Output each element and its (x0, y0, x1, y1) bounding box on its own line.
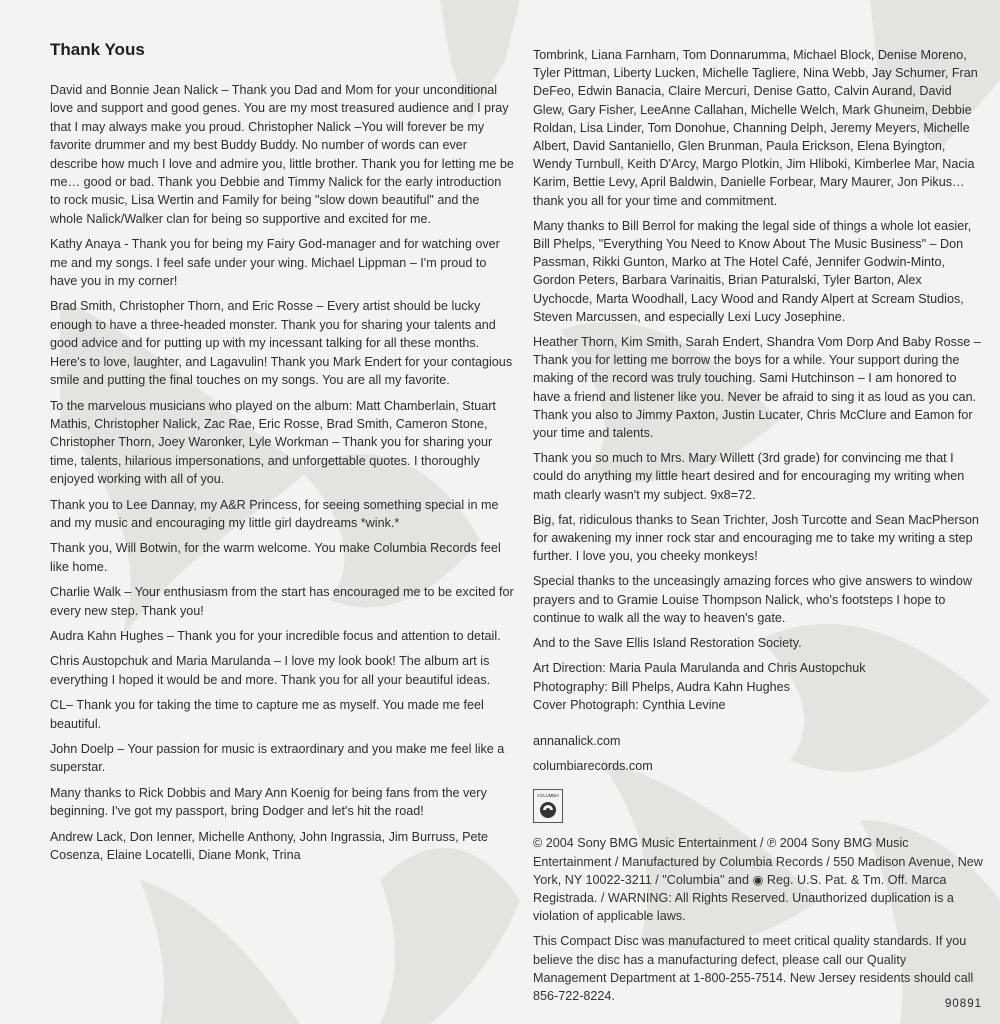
copyright-notice: © 2004 Sony BMG Music Entertainment / ℗ 2004 Sony BMG Music Entertainment / Manufactured by Columbia Records / 550 Madison Avenue, New York, NY 10022-3211 / "Columbia" and ◉ Reg. U.S. Pat. & Tm. Off. Marca Registrada. / WARNING: All Rights Reserved. Unauthorized duplication is a violation of applicable laws. (533, 836, 983, 924)
logo-text: COLUMBIA (537, 793, 559, 799)
websites (533, 732, 983, 775)
paragraph: Thank you to Lee Dannay, my A&R Princess, for seeing something special in me and my music and encouraging my little girl daydreams *wink.* (50, 497, 499, 530)
columbia-logo-icon (533, 789, 563, 823)
paragraph: Charlie Walk – Your enthusiasm from the start has encouraged me to be excited for every new step. Thank you! (50, 585, 514, 618)
page-heading: Thank Yous (50, 40, 145, 59)
website-link[interactable]: annanalick.com (533, 733, 621, 748)
paragraph: David and Bonnie Jean Nalick – Thank you Dad and Mom for your unconditional love and support and good genes. You are my most treasured audience and I pray that I may always make you proud. Christopher Nalick –You will forever be my favorite drummer and my best Buddy Buddy. No number of words can ever describe how much I love and admire you, little brother. Thank you for letting me be me… good or bad. Thank you Debbie and Timmy Nalick for the early introduction to rock music, Lisa Wertin and Family for being "slow down beautiful" and the whole Nalick/Walker clan for being so supportive and excited for me. (50, 83, 514, 226)
photography-credit: Photography: Bill Phelps, Audra Kahn Hughes (533, 679, 790, 694)
paragraph: Heather Thorn, Kim Smith, Sarah Endert, Shandra Vom Dorp And Baby Rosse – Thank you for letting me borrow the boys for a while. Your support during the making of the record was truly touching. Sami Hutchinson – I am honored to have a friend and listener like you. Never be afraid to sing it as loud as you can. Thank you also to Jimmy Paxton, Justin Lucater, Chris McClure and Eamon for your time and talents. (533, 335, 981, 441)
paragraph: Brad Smith, Christopher Thorn, and Eric Rosse – Every artist should be lucky enough to have a three-headed monster. Thank you for sharing your talents and good advice and for putting up with my incessant talking for all these months. Here's to love, laughter, and Lagavulin! Thank you Mark Endert for your contagious smile and putting the final touches on my songs. You are all my favorite. (50, 299, 513, 388)
cover-photograph-credit: Cover Photograph: Cynthia Levine (533, 697, 726, 712)
paragraph: CL– Thank you for taking the time to capture me as myself. You made me feel beautiful. (50, 698, 484, 731)
website-link[interactable]: columbiarecords.com (533, 759, 653, 774)
paragraph: Big, fat, ridiculous thanks to Sean Trichter, Josh Turcotte and Sean MacPherson for awakening my inner rock star and encouraging me to take my writing a step further. I love you, you cheeky monkeys! (533, 512, 979, 564)
paragraph: Audra Kahn Hughes – Thank you for your incredible focus and attention to detail. (50, 628, 501, 643)
paragraph: Andrew Lack, Don Ienner, Michelle Anthony, John Ingrassia, Jim Burruss, Pete Cosenza, Elaine Locatelli, Diane Monk, Trina (50, 829, 488, 863)
quality-notice: This Compact Disc was manufactured to meet critical quality standards. If you believe the disc has a manufacturing defect, please call our Quality Management Department at 1-800-255-7514. New Jersey residents should call 856-722-8224. (533, 934, 974, 1003)
catalog-number: 90891 (945, 998, 982, 1010)
paragraph: Kathy Anaya - Thank you for being my Fairy God-manager and for watching over me and my songs. I feel safe under your wing. Michael Lippman – I'm proud to have you in my corner! (50, 237, 500, 289)
paragraph: Many thanks to Bill Berrol for making the legal side of things a whole lot easier, Bill Phelps, "Everything You Need to Know About The Music Business" – Don Passman, Rikki Gunton, Marko at The Hotel Café, Jennifer Godwin-Minto, Gordon Peters, Barbara Varinaitis, Brian Paturalski, Tyler Barton, Alex Uychocde, Marta Woodhall, Lacy Wood and Randy Alpert at Scream Studios, Steven Marcussen, and especially Lexi Lucy Josephine. (533, 218, 972, 324)
paragraph: Chris Austopchuk and Maria Marulanda – I love my look book! The album art is everything I hoped it would be and more. Thank you for all your beautiful ideas. (50, 654, 491, 687)
paragraph: Tombrink, Liana Farnham, Tom Donnarumma, Michael Block, Denise Moreno, Tyler Pittman, Liberty Lucken, Michelle Tagliere, Nina Webb, Jay Schumer, Fran DeFeo, Edwin Banacia, Claire Mercuri, Denise Gatto, Calvin Aurand, David Glew, Gary Fisher, LeeAnne Callahan, Michelle Welch, Mark Ghuneim, Debbie Roldan, Lisa Linder, Tom Donohue, Channing Delph, Jeremy Meyers, Michelle Albert, David Santaniello, Glen Brunman, Paula Erickson, Elena Byington, Wendy Turnbull, Keith D'Arcy, Margo Plotkin, Jim Hliboki, Kimberlee Mar, Nacia Karim, Bettie Levy, April Baldwin, Danielle Forbear, Mary Maurer, Jon Pikus… thank you all for your time and commitment. (533, 48, 978, 208)
art-direction-credit: Art Direction: Maria Paula Marulanda and Chris Austopchuk (533, 661, 866, 676)
right-column (533, 46, 983, 1012)
credits (533, 659, 983, 714)
paragraph: Many thanks to Rick Dobbis and Mary Ann Koenig for being fans from the very beginning. I've got my passport, bring Dodger and let's hit the road! (50, 785, 487, 819)
paragraph: John Doelp – Your passion for music is extraordinary and you make me feel like a superstar. (50, 742, 505, 775)
paragraph: Special thanks to the unceasingly amazing forces who give answers to window prayers and to Gramie Louise Thompson Nalick, who's footsteps I hope to continue to walk all the way to heaven's gate. (533, 574, 972, 625)
paragraph: Thank you, Will Botwin, for the warm welcome. You make Columbia Records feel like home. (50, 541, 501, 574)
paragraph: And to the Save Ellis Island Restoration Society. (533, 636, 802, 651)
paragraph: To the marvelous musicians who played on the album: Matt Chamberlain, Stuart Mathis, Christopher Nalick, Zac Rae, Eric Rosse, Brad Smith, Cameron Stone, Christopher Thorn, Joey Waronker, Lyle Workman – Thank you for sharing your time, talents, hilarious impersonations, and unforgettable quotes. I thoroughly enjoyed working with all of you. (50, 398, 496, 487)
left-column (50, 40, 515, 871)
paragraph: Thank you so much to Mrs. Mary Willett (3rd grade) for convincing me that I could do anything my little heart desired and for encouraging my writing when math clearly wasn't my subject. 9x8=72. (533, 451, 965, 502)
